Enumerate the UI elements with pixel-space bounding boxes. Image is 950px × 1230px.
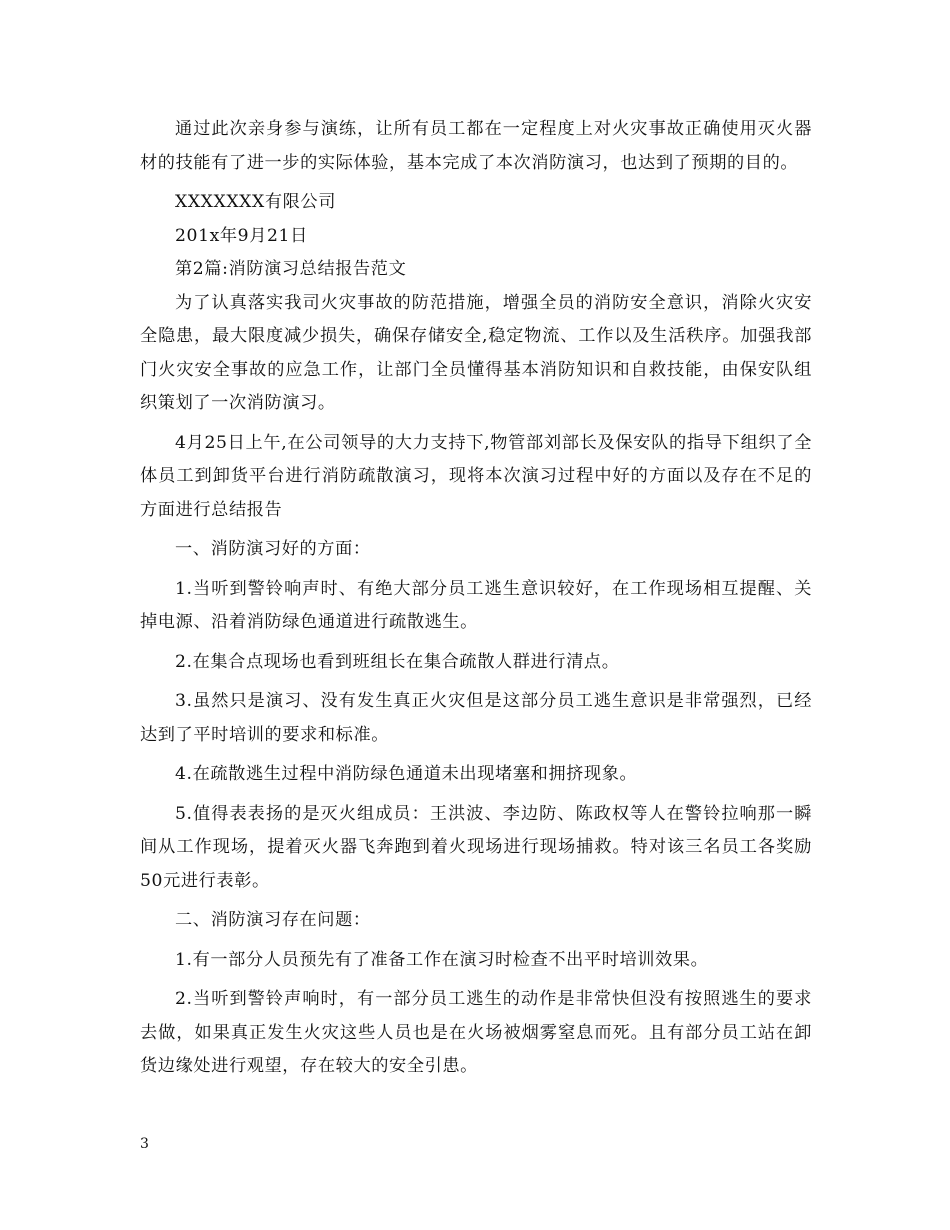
paragraph-purpose: 为了认真落实我司火灾事故的防范措施，增强全员的消防安全意识，消除火灾安全隐患，最大限度减少损失，确保存储安全,稳定物流、工作以及生活秩序。加强我部门火灾安全事故的应急工作，让部门全员懂得基本消防知识和自救技能，由保安队组织策划了一次消防演习。 bbox=[140, 292, 812, 413]
paragraph-drill-conclusion: 通过此次亲身参与演练，让所有员工都在一定程度上对火灾事故正确使用灭火器材的技能有了进一步的实际体验，基本完成了本次消防演习，也达到了预期的目的。 bbox=[140, 119, 812, 173]
company-signature: XXXXXXX有限公司 bbox=[175, 192, 337, 212]
list-item-good-1: 1.当听到警铃响声时、有绝大部分员工逃生意识较好，在工作现场相互提醒、关掉电源、沿着消防绿色通道进行疏散逃生。 bbox=[140, 578, 812, 632]
list-item-problem-2: 2.当听到警铃声响时，有一部分员工逃生的动作是非常快但没有按照逃生的要求去做，如果真正发生火灾这些人员也是在火场被烟雾窒息而死。且有部分员工站在卸货边缘处进行观望，存在较大的安全引患。 bbox=[140, 989, 812, 1076]
signature-date: 201x年9月21日 bbox=[175, 225, 308, 246]
heading-problems: 二、消防演习存在问题： bbox=[175, 910, 371, 930]
paragraph-drill-overview: 4月25日上午,在公司领导的大力支持下,物管部刘部长及保安队的指导下组织了全体员工到卸货平台进行消防疏散演习，现将本次演习过程中好的方面以及存在不足的方面进行总结报告 bbox=[140, 432, 812, 520]
list-item-good-5: 5.值得表表扬的是灭火组成员：王洪波、李边防、陈政权等人在警铃拉响那一瞬间从工作现场，提着灭火器飞奔跑到着火现场进行现场捕救。特对该三名员工各奖励50元进行表彰。 bbox=[140, 803, 812, 891]
heading-good-aspects: 一、消防演习好的方面： bbox=[175, 539, 371, 559]
section-title: 第2篇:消防演习总结报告范文 bbox=[175, 259, 407, 279]
list-item-good-4: 4.在疏散逃生过程中消防绿色通道未出现堵塞和拥挤现象。 bbox=[175, 764, 638, 784]
list-item-problem-1: 1.有一部分人员预先有了准备工作在演习时检查不出平时培训效果。 bbox=[175, 949, 709, 970]
list-item-good-2: 2.在集合点现场也看到班组长在集合疏散人群进行清点。 bbox=[175, 651, 620, 672]
page-number: 3 bbox=[140, 1136, 149, 1152]
document-body bbox=[140, 113, 812, 1084]
list-item-good-3: 3.虽然只是演习、没有发生真正火灾但是这部分员工逃生意识是非常强烈，已经达到了平时培训的要求和标准。 bbox=[140, 691, 812, 745]
